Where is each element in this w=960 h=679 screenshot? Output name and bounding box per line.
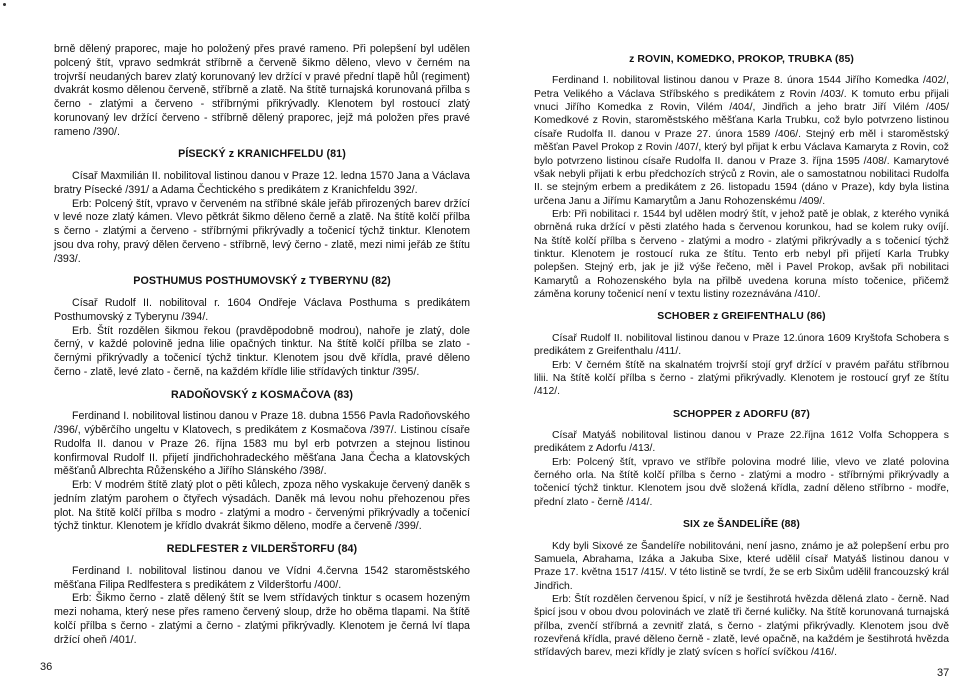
body-paragraph: Ferdinand I. nobilitoval listinou danou v Praze 18. dubna 1556 Pavla Radoňovského /396/, výběrčího ungeltu v Klatovech, s predikátem z Kosmačova /397/. Listinou císaře Rudolfa II. danou v Praze 26. října 1583 mu byl erb potvrzen a stejnou listinou konfirmoval Rudolf II. přijetí jindřichohradeckého měšťana Jana Čecha a klatovských měšťanů Albrechta Růženského a Jiřího Slánského /398/.: [54, 410, 470, 478]
right-page: [480, 0, 960, 678]
body-paragraph: Císař Matyáš nobilitoval listinou danou v Praze 22.října 1612 Volfa Schoppera s predikátem z Adorfu /413/.: [534, 429, 949, 455]
body-paragraph: Ferdinand I. nobilitoval listinou danou ve Vídni 4.června 1542 staroměstského měšťana Filipa Redlfestera s predikátem z Vilderštorfu /400/.: [54, 564, 470, 591]
body-paragraph: Erb: V modrém štítě zlatý plot o pěti kůlech, zpoza něho vyskakuje červený daněk s jedním zlatým parohem o čtyřech výsadách. Daněk má levou nohu přehozenou přes plot. Na štítě kolčí přílba s modro - zlatými a modro - červenými přikrývadly a točenicí týchž tinktur. Klenotem je křídlo dvakrát šikmo děleno, modře a červeně /399/.: [54, 479, 470, 533]
section-heading: SIX ze ŠANDELÍŘE (88): [682, 519, 800, 531]
body-paragraph: Císař Maxmilián II. nobilitoval listinou danou v Praze 12. ledna 1570 Jana a Václava bratry Písecké /391/ a Adama Čechtického s predikátem z Kranichfeldu 392/.: [54, 170, 470, 196]
section-heading: RADOŇOVSKÝ z KOSMAČOVA (83): [170, 388, 354, 401]
body-paragraph: brně dělený praporec, maje ho položený přes pravé rameno. Při polepšení byl udělen polcený štít, vpravo sedmkrát stříbrně a červeně šikmo děleno, vlevo v černém na trojvrší neudaných barev zlatý korunovaný lev držící v pravé přední tlapě hůl (regiment) dvakrát kosmo dělenou červeně, stříbrně a zlatě. Na štítě turnajská korunovaná přilba s černo - zlatými a červeno - stříbrnými přikrývadly. Klenotem byl rostoucí zlatý korunovaný lev držící červeno - stříbrně dělený praporec, jejž má položen přes pravé rameno /390/.: [54, 43, 470, 138]
section-heading: z ROVIN, KOMEDKO, PROKOP, TRUBKA (85): [629, 54, 854, 65]
body-paragraph: Erb: Štít rozdělen červenou špicí, v níž je šestihrotá hvězda dělená zlato - černě. Nad špicí jsou v obou dvou polovinách ve zlatě tři černé kuličky. Na štítě korunovaná turnajská přílba, zvenčí stříbrná a zevnitř zlatá, s černo - zlatými přikrývadly. Klenotem jsou dvě rozevřená křídla, pravé děleno černě - zlatě, levé opačně, na každém je šestihrotá hvězda střídavých barev, mezi křídly je zlatý svícen s hořící svíčkou /416/.: [534, 593, 949, 659]
body-paragraph: Erb. Štít rozdělen šikmou řekou (pravděpodobně modrou), nahoře je zlatý, dole černý, v každé polovině jedna lilie opačných tinktur. Na štítě kolčí přílba se zlato - černými přikrývadly a točenicí týchž tinktur. Klenotem jsou dvě křídla, pravé děleno černo - zlatě, levé zlato - černě, na každém křídle lilie střídavých tinktur /395/.: [54, 324, 470, 378]
section-heading: SCHOBER z GREIFENTHALU (86): [657, 311, 826, 323]
body-paragraph: Císař Rudolf II. nobilitoval listinou danou v Praze 12.února 1609 Kryštofa Schobera s predikátem z Greifenthalu /411/.: [534, 332, 949, 358]
right-page-number: 37: [937, 667, 950, 679]
body-paragraph: Ferdinand I. nobilitoval listinou danou v Praze 8. února 1544 Jiřího Komedka /402/, Petra Velikého a Václava Stříbského s predikátem z Rovin /403/. K tomuto erbu přijali vnuci Jiřího Komedka z Rovin, Vilém /404/, Jindřich a jeho bratr Jiří Vilém /405/ Komedkové z Rovin, staroměstského měšťana Karla Trubku, což bylo potvrzeno listinou císaře Rudolfa II. danou v Praze 27. února 1589 /406/. Stejný erb měl i staroměstský měšťan Pavel Prokop z Rovin /407/, který byl přijat k erbu Václava Kamaryta z Rovin, což bylo potvrzeno listinou císaře Rudolfa II. danou v Praze 3. října 1595 /408/. Kamarytové však nebyli přijati k erbu předchozích strýců z Rovin, ale o samostatnou nobilitaci Rudolfa II. se stejným erbem a predikátem z 26. listopadu 1594 (dáno v Praze), kdy byla listina určena Janu a Jiřímu Kamarytům a Janu Rohozenskému /409/.: [534, 75, 949, 207]
section-heading: SCHOPPER z ADORFU (87): [673, 408, 810, 420]
left-page: [0, 0, 480, 678]
body-paragraph: Erb: Polcený štít, vpravo ve stříbře polovina modré lilie, vlevo ve zlaté polovina černého orla. Na štítě kolčí přílba s černo - zlatými a modro - stříbrnými přikrývadly a točenicí týchž tinktur. Klenotem jsou dvě složená křídla, zadní děleno stříbrno - modře, přední zlato - černě /414/.: [534, 456, 949, 508]
body-paragraph: Erb: Šikmo černo - zlatě dělený štít se lvem střídavých tinktur s ocasem hozeným mezi nohama, který nese přes rameno červený sloup, drže ho oběma tlapami. Na štítě kolčí přílba s černo - zlatými a černo - zlatými přikrývadly. Klenotem je černá lví tlapa držící oheň /401/.: [54, 592, 470, 646]
section-heading: POSTHUMUS POSTHUMOVSKÝ z TYBERYNU (82): [133, 275, 391, 288]
right-page-text-column: [534, 53, 949, 660]
body-paragraph: Císař Rudolf II. nobilitoval r. 1604 Ondřeje Václava Posthuma s predikátem Posthumovský z Tyberynu /394/.: [54, 297, 470, 323]
body-paragraph: Erb: Při nobilitaci r. 1544 byl udělen modrý štít, v jehož patě je oblak, z kterého vyniká obrněná ruka držící v pěsti zlatého hada s červenou korunkou, had se kolem ruky ovíjí. Na štítě kolčí přílba s červeno - zlatými a modro - zlatými přikrývadly a s točenicí týchž tinktur. Klenotem je rostoucí ruka ze štítu. Tento erb nebyl při přijetí Karla Trubky polepšen. Stejný erb, jak je již výše řečeno, měl i Pavel Prokop, avšak při nobilitaci Kamarytů a Rohozenského byla na přilbě uvedena koruna místo točenice, přičemž záměna koruny točenicí není v textu listiny rozeznávána /410/.: [534, 208, 949, 301]
section-heading: PÍSECKÝ z KRANICHFELDU (81): [178, 148, 346, 161]
left-page-text-column: [54, 43, 470, 647]
section-heading: REDLFESTER z VILDERŠTORFU (84): [166, 543, 358, 555]
body-paragraph: Kdy byli Sixové ze Šandelíře nobilitováni, není jasno, známo je až polepšení erbu pro Samuela, Abrahama, Izáka a Jakuba Sixe, které udělil císař Matyáš listinou danou v Praze 17. května 1517 /415/. V této listině se tvrdí, že se erb Sixům udělil francouzský král Jindřich.: [534, 540, 949, 592]
body-paragraph: Erb: Polcený štít, vpravo v červeném na stříbné skále jeřáb přirozených barev držící v levé noze zlatý kámen. Vlevo pětkrát šikmo děleno černě a zlatě. Na štítě kolčí přílba s černo - zlatými a červeno - stříbrnými přikrývadly a točenicí týchž tinktur. Klenotem jsou dva rohy, pravý dělen červeno - stříbrně, levý černo - zlatě, mezi nimi jeřáb ze štítu /393/.: [54, 197, 470, 265]
left-page-number: 36: [40, 661, 53, 673]
body-paragraph: Erb: V černém štítě na skalnatém trojvrší stojí gryf držící v pravém pařátu stříbrnou lilii. Na štítě kolčí přílba s černo - zlatými přikrývadly. Klenotem je rostoucí gryf ze štítu /412/.: [534, 359, 949, 398]
